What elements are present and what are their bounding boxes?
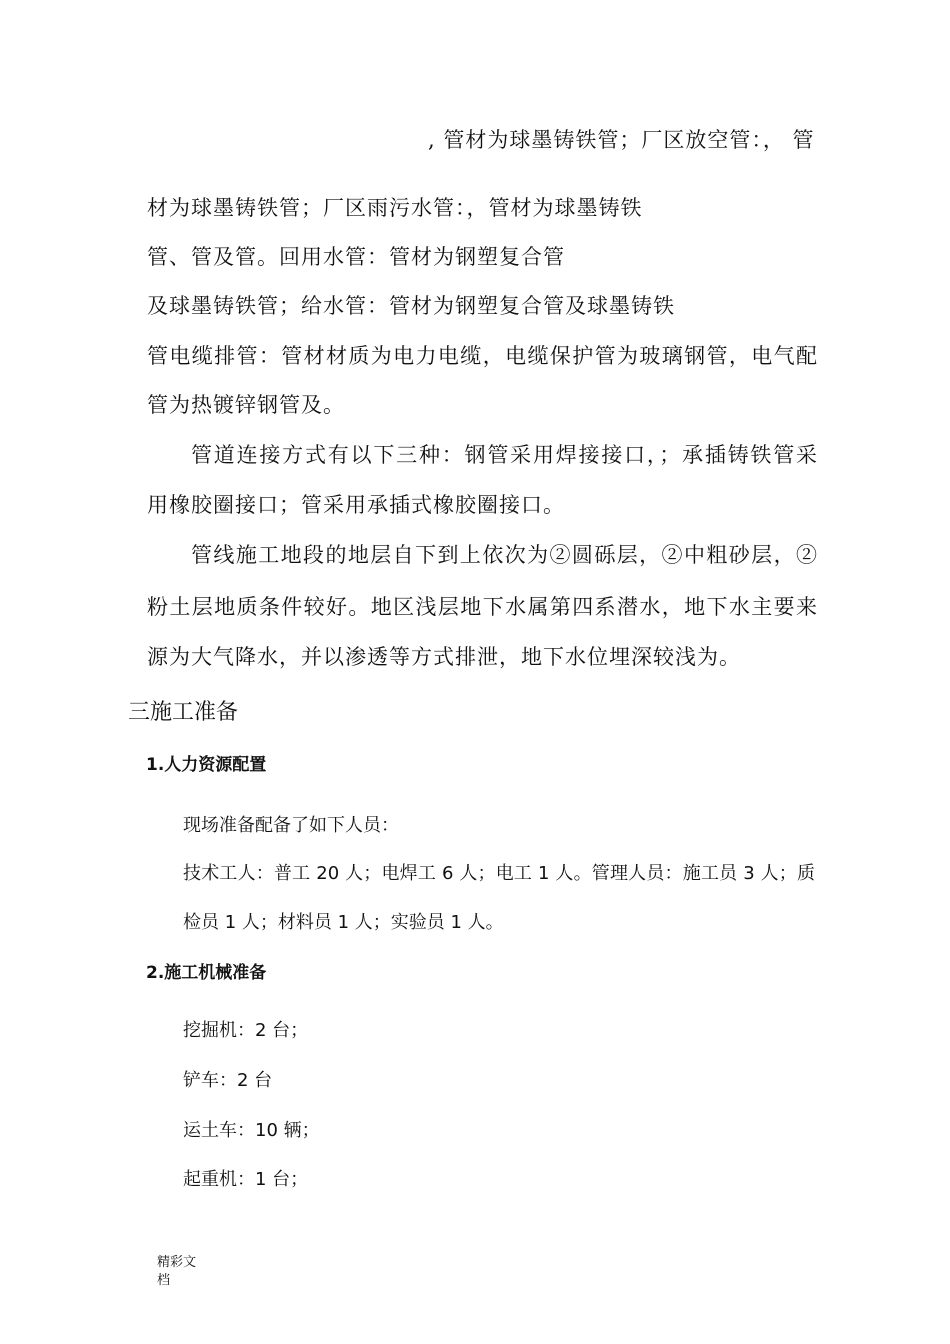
list-item: 挖掘机：2 台； <box>183 1020 309 1041</box>
list-item: 运土车：10 辆； <box>183 1120 320 1141</box>
page-footer: 精彩文档 <box>157 1255 197 1288</box>
paragraph-line: 管道连接方式有以下三种：钢管采用焊接接口，；承插铸铁管采 <box>191 443 817 467</box>
paragraph-line: 材为球墨铸铁管；厂区雨污水管：，管材为球墨铸铁 <box>147 196 643 220</box>
paragraph-line: 粉土层地质条件较好。地区浅层地下水属第四系潜水，地下水主要来 <box>147 595 817 619</box>
paragraph-line: 检员 1 人；材料员 1 人；实验员 1 人。 <box>183 912 504 933</box>
paragraph-line: , 管材为球墨铸铁管；厂区放空管：， 管 <box>428 128 815 152</box>
paragraph-line: 及球墨铸铁管；给水管：管材为钢塑复合管及球墨铸铁 <box>147 294 675 318</box>
subsection-heading: 1.人力资源配置 <box>146 755 267 775</box>
paragraph-line: 管电缆排管：管材材质为电力电缆，电缆保护管为玻璃钢管，电气配 <box>147 344 817 368</box>
paragraph-line: 现场准备配备了如下人员： <box>183 815 399 836</box>
paragraph-line: 技术工人：普工 20 人；电焊工 6 人；电工 1 人。管理人员：施工员 3 人；质 <box>183 863 815 884</box>
paragraph-line: 源为大气降水，并以渗透等方式排泄，地下水位埋深较浅为。 <box>147 645 741 669</box>
paragraph-line: 用橡胶圈接口；管采用承插式橡胶圈接口。 <box>147 493 565 517</box>
paragraph-line: 管为热镀锌钢管及。 <box>147 393 345 417</box>
list-item: 起重机：1 台； <box>183 1169 309 1190</box>
subsection-heading: 2.施工机械准备 <box>146 963 267 983</box>
paragraph-line: 管线施工地段的地层自下到上依次为②圆砾层，②中粗砂层，② <box>191 543 817 567</box>
paragraph-line: 管、管及管。回用水管：管材为钢塑复合管 <box>147 245 565 269</box>
section-heading: 三施工准备 <box>128 700 239 725</box>
list-item: 铲车：2 台 <box>183 1070 273 1091</box>
